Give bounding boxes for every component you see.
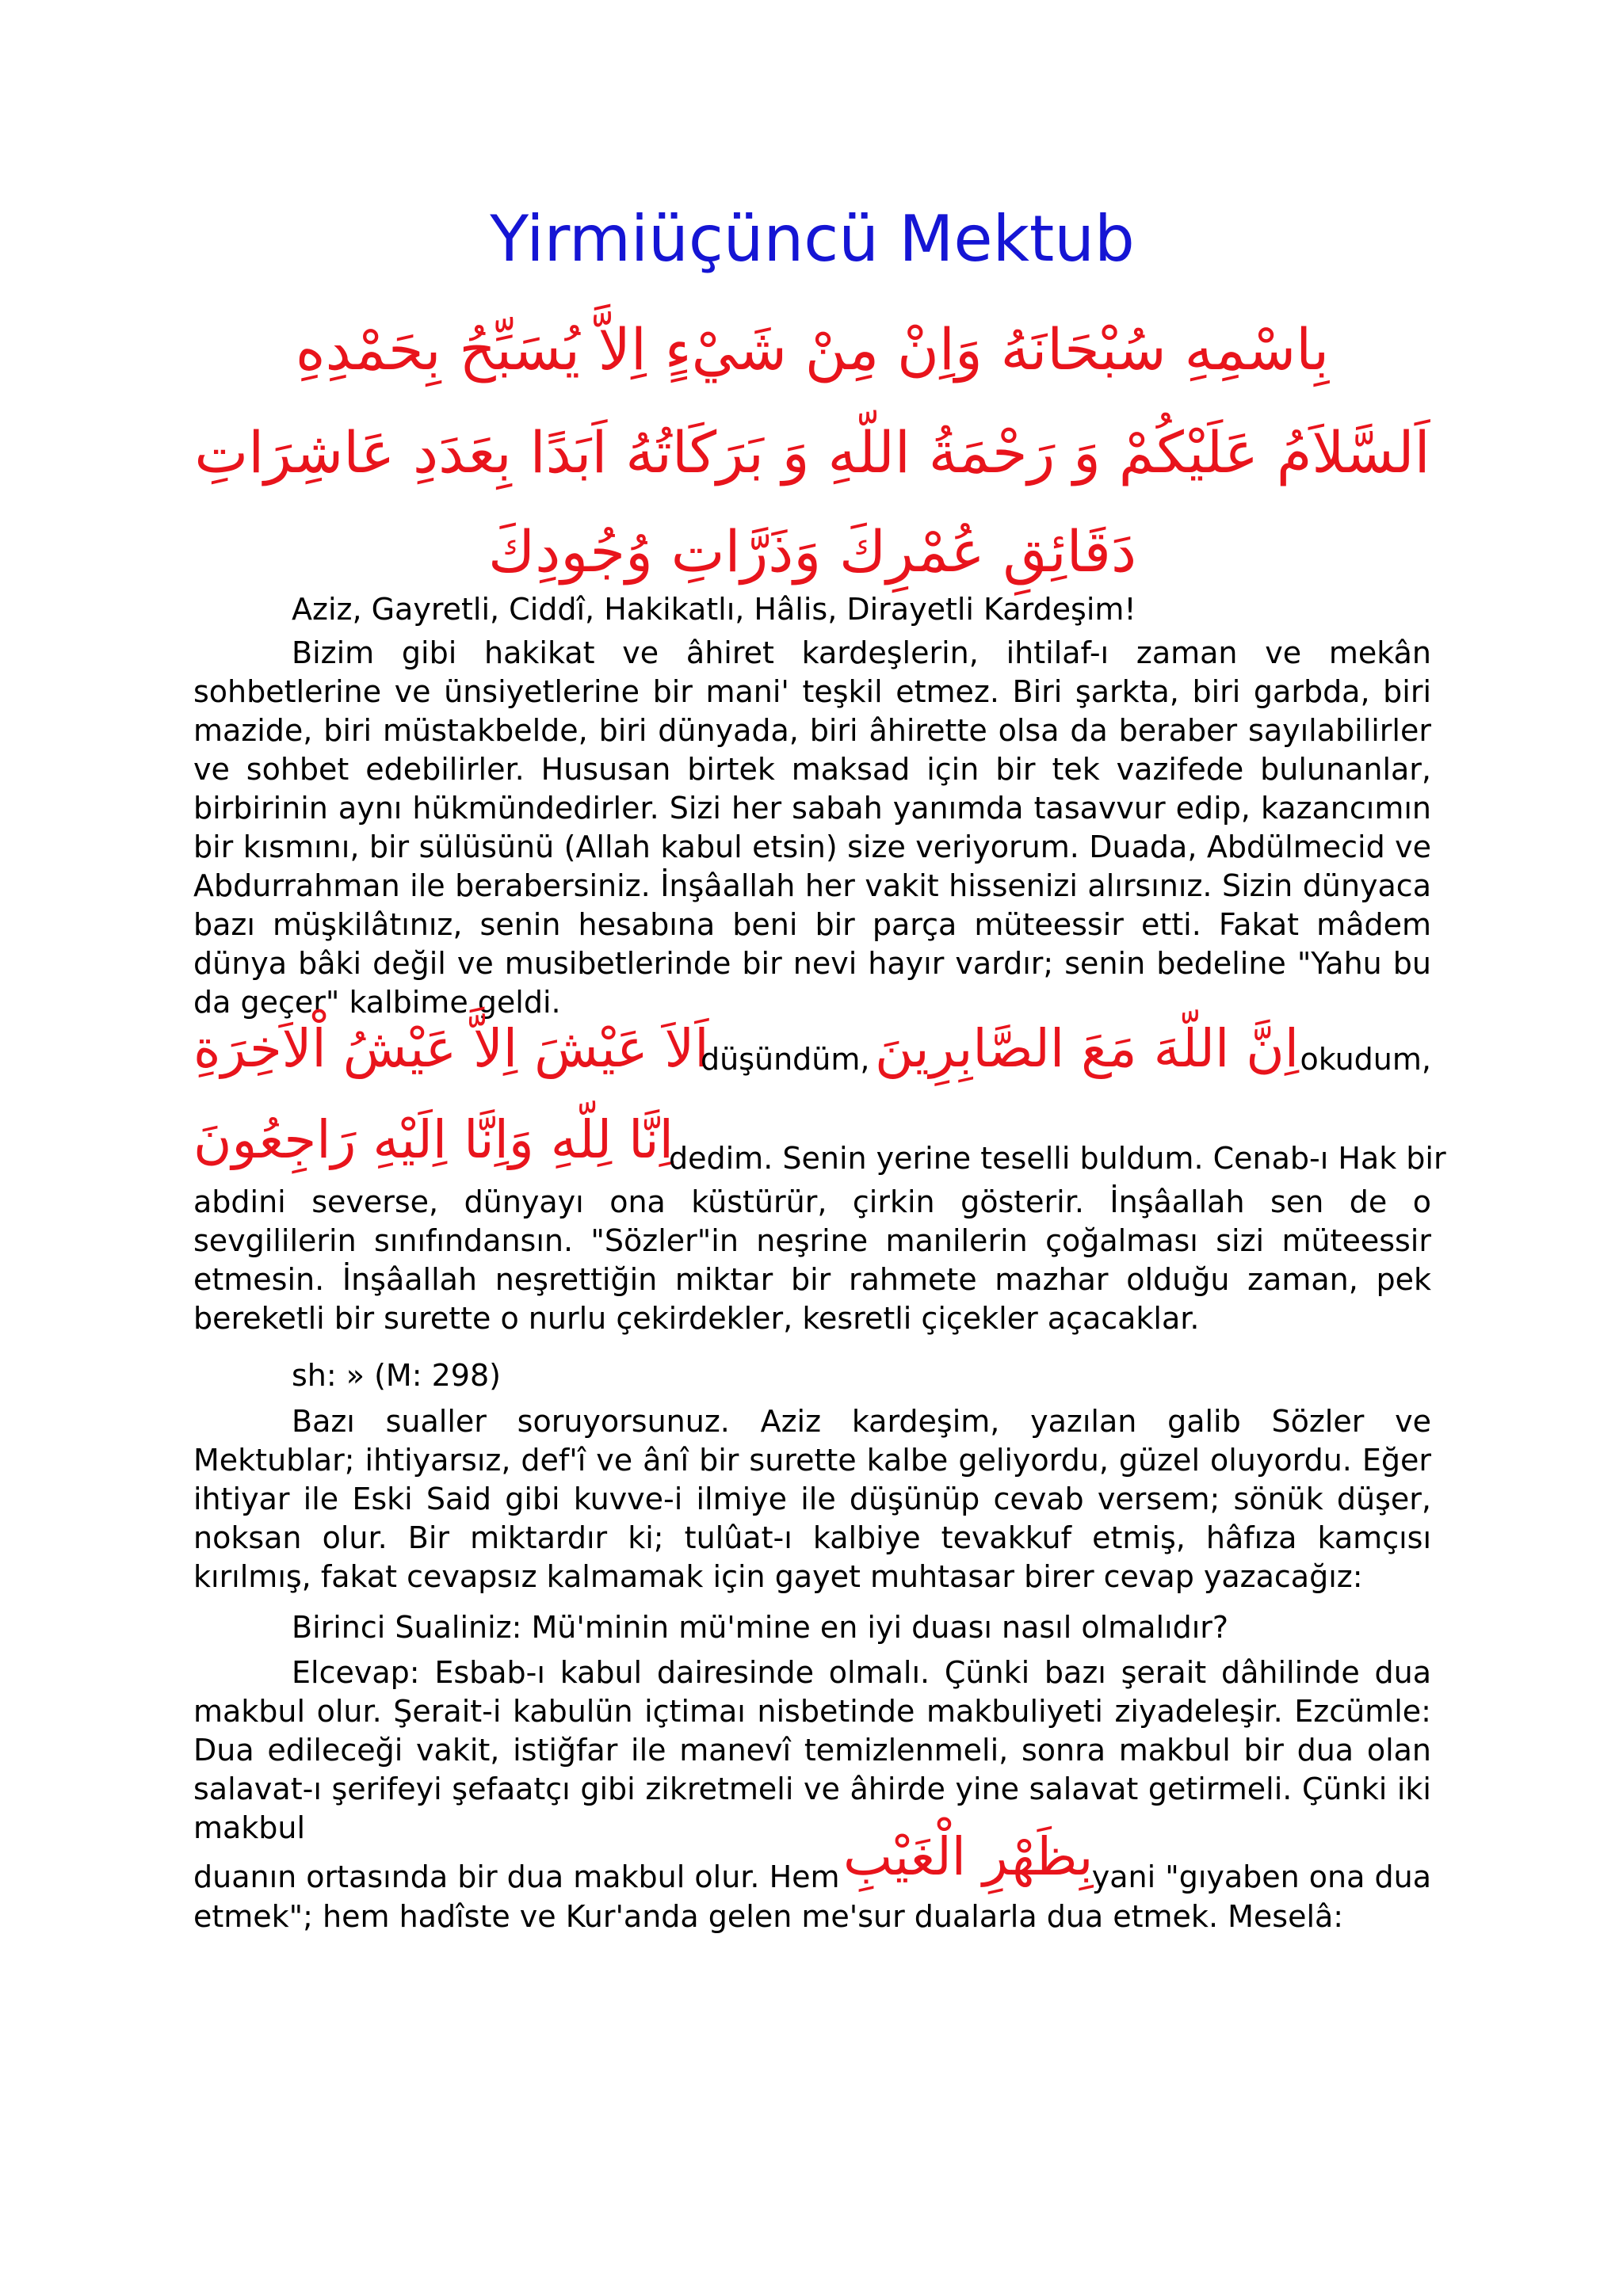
page-reference: sh: » (M: 298) [292, 1358, 501, 1393]
answer-1-text-a: duanın ortasında bir dua makbul olur. Hem [193, 1859, 840, 1894]
answer-1-arabic: بِظَهْرِ الْغَيْبِ [843, 1826, 1094, 1887]
verse-row-1-layout [193, 1018, 1431, 1081]
answer-1-inline-row [193, 1826, 1431, 1894]
question-1: Birinci Sualiniz: Mü'minin mü'mine en iyi duası nasıl olmalıdır? [292, 1610, 1229, 1645]
arabic-salam-line: اَلسَّلاَمُ عَلَيْكُمْ وَ رَحْمَةُ اللّهِ وَ بَرَكَاتُهُ اَبَدًا بِعَدَدِ عَاشِرَاتِ [194, 419, 1430, 486]
verse-row-2 [193, 1109, 1446, 1176]
salutation: Aziz, Gayretli, Ciddî, Hakikatlı, Hâlis, Dirayetli Kardeşim! [292, 592, 1136, 627]
verse-row-1-arabic-left: اَلاَ عَيْشَ اِلاَّ عَيْشُ اْلاَخِرَةِ [193, 1018, 709, 1079]
verse-row-1-text-a: düşündüm, [701, 1042, 870, 1077]
verse-row-1-text-b: okudum, [1300, 1042, 1431, 1077]
answer-1-last-line: etmek"; hem hadîste ve Kur'anda gelen me'sur dualarla dua etmek. Meselâ: [193, 1899, 1344, 1934]
verse-row-2-text: dedim. Senin yerine teselli buldum. Cenab-ı Hak bir [669, 1141, 1446, 1176]
verse-row-1-arabic-b: اِنَّ اللّهَ مَعَ الصَّابِرِينَ [875, 1018, 1300, 1079]
paragraph-1: Bizim gibi hakikat ve âhiret kardeşlerin, ihtilaf-ı zaman ve mekân sohbetlerine ve ünsiyetlerine bir mani' teşkil etmez. Biri şarkta, biri garbda, biri mazide, biri müstakbelde, biri dünyada, biri âhirette olsa da beraber sayılabilirler ve sohbet edebilirler. Hususan birtek maksad için bir tek vazifede bulunanlar, birbirinin aynı hükmündedirler. Sizi her sabah yanımda tasavvur edip, kazancımın bir kısmını, bir sülüsünü (Allah kabul etsin) size veriyorum. Duada, Abdülmecid ve Abdurrahman ile berabersiniz. İnşâallah her vakit hissenizi alırsınız. Sizin dünyaca bazı müşkilâtınız, senin hesabına beni bir parça müteessir etti. Fakat mâdem dünya bâki değil ve musibetlerinde bir nevi hayır vardır; senin bedeline "Yahu bu da geçer" kalbime geldi. [193, 635, 1431, 1020]
paragraph-2: abdini severse, dünyayı ona küstürür, çirkin gösterir. İnşâallah sen de o sevgililerin sınıfındansın. "Sözler"in neşrine manilerin çoğalması sizi müteessir etmesin. İnşâallah neşrettiğin miktar bir rahmete mazhar olduğu zaman, pek bereketli bir surette o nurlu çekirdekler, kesretli çiçekler açacaklar. [193, 1184, 1431, 1336]
answer-1: Elcevap: Esbab-ı kabul dairesinde olmalı. Çünki bazı şerait dâhilinde dua makbul olur. Şerait-i kabulün içtimaı nisbetinde makbuliyeti ziyadeleşir. Ezcümle: Dua edileceği vakit, istiğfar ile manevî temizlenmeli, sonra makbul bir dua olan salavat-ı şerifeyi şefaatçı gibi zikretmeli ve âhirde yine salavat getirmeli. Çünki iki makbul [193, 1655, 1431, 1845]
paragraph-3: Bazı sualler soruyorsunuz. Aziz kardeşim, yazılan galib Sözler ve Mektublar; ihtiyarsız, def'î ve ânî bir surette kalbe geliyordu, güzel oluyordu. Eğer ihtiyar ile Eski Said gibi kuvve-i ilmiye ile düşünüp cevab versem; sönük düşer, noksan olur. Bir miktardır ki; tulûat-ı kalbiye tevakkuf etmiş, hâfıza kamçısı kırılmış, fakat cevapsız kalmamak için gayet muhtasar birer cevap yazacağız: [193, 1404, 1431, 1594]
page-title: Yirmiüçüncü Mektub [490, 202, 1135, 276]
arabic-dua-line: دَقَائِقِ عُمْرِكَ وَذَرَّاتِ وُجُودِكَ [487, 518, 1137, 585]
answer-1-text-b: yani "gıyaben ona dua [1091, 1859, 1431, 1894]
arabic-basmala-line: بِاسْمِهِ سُبْحَانَهُ وَاِنْ مِنْ شَيْءٍ اِلاَّ يُسَبِّحُ بِحَمْدِهِ [295, 316, 1330, 383]
verse-row-2-arabic: اِنَّا لِلّهِ وَاِنَّا اِلَيْهِ رَاجِعُونَ [193, 1109, 674, 1170]
